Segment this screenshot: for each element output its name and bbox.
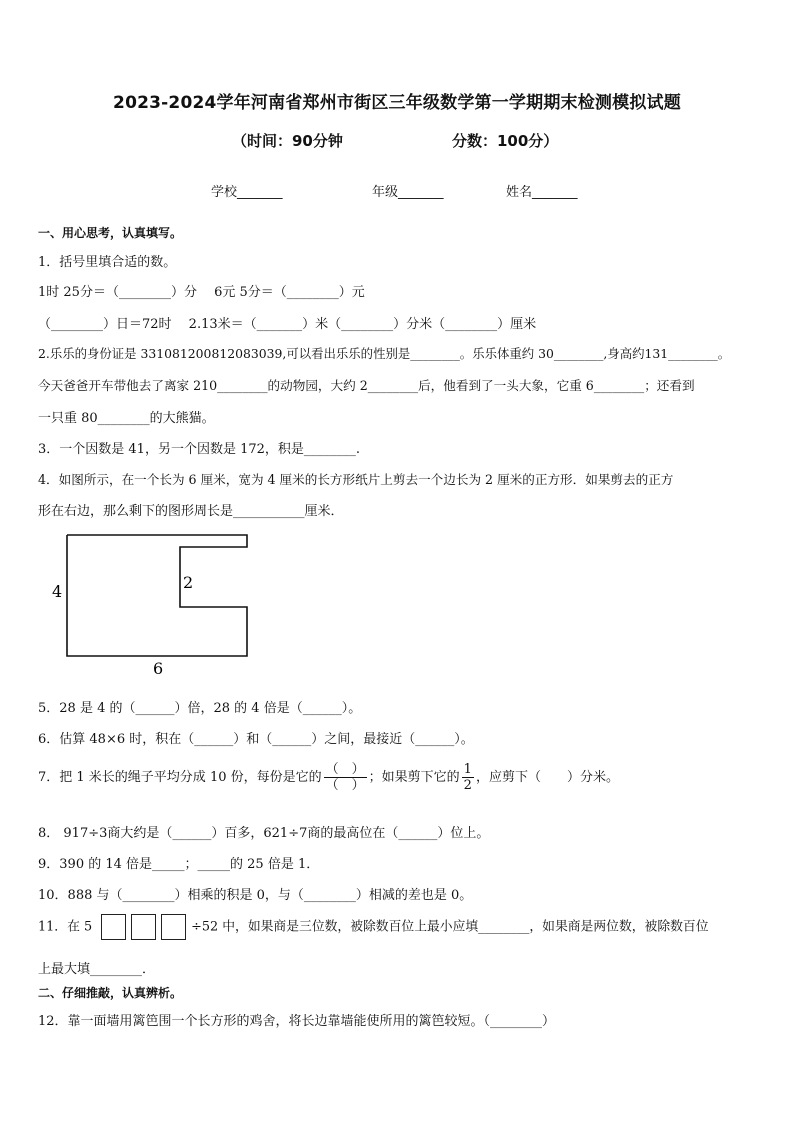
- school-field: 学校_______: [211, 185, 283, 200]
- exam-title: 2023-2024学年河南省郑州市街区三年级数学第一学期期末检测模拟试题: [113, 93, 681, 113]
- section-1-heading: 一、用心思考，认真填写。: [38, 226, 183, 240]
- question-1-line-2: （________）日＝72时 2.13米＝（_______）米（________）分米（________）厘米: [38, 317, 537, 332]
- question-5: 5．28 是 4 的（______）倍，28 的 4 倍是（______）。: [38, 701, 362, 716]
- question-4-line-2: 形在右边，那么剩下的图形周长是___________厘米．: [38, 504, 344, 519]
- question-3: 3．一个因数是 41，另一个因数是 172，积是________.: [38, 442, 361, 457]
- fraction-blank: $\frac{( )}{( )}$: [325, 762, 365, 793]
- question-7-part-3: ，应剪下（ ）分米。: [475, 770, 619, 785]
- figure-label-inner: 2: [183, 573, 194, 592]
- figure-label-bottom: 6: [153, 659, 164, 678]
- question-4-line-1: 4．如图所示，在一个长为 6 厘米，宽为 4 厘米的长方形纸片上剪去一个边长为 2 厘米的正方形．如果剪去的正方: [38, 472, 674, 487]
- question-7-part-1: 7．把 1 米长的绳子平均分成 10 份，每份是它的: [38, 770, 322, 785]
- question-12: 12．靠一面墙用篱笆围一个长方形的鸡舍，将长边靠墙能使所用的篱笆较短。（________）: [38, 1014, 556, 1029]
- exam-time: （时间：90分钟: [232, 132, 343, 150]
- question-10: 10．888 与（________）相乘的积是 0，与（________）相减的差也是 0。: [38, 888, 473, 903]
- fraction-one-half: $\frac{1}{2}$: [463, 762, 472, 793]
- digit-box: [131, 914, 156, 940]
- question-2-line-2: 今天爸爸开车带他去了离家 210________的动物园，大约 2________后，他看到了一头大象，它重 6________；还看到: [38, 378, 695, 393]
- figure-label-left: 4: [52, 582, 63, 601]
- question-2-line-3: 一只重 80________的大熊猫。: [38, 411, 215, 426]
- question-7-part-2: ；如果剪下它的: [368, 770, 460, 785]
- question-11-line-1: [38, 914, 709, 940]
- question-11-prefix: 11．在 5: [38, 919, 93, 935]
- question-11-suffix: ÷52 中，如果商是三位数，被除数百位上最小应填________，如果商是两位数，被除数百位: [191, 919, 709, 935]
- grade-field: 年级_______: [372, 185, 444, 200]
- question-2-line-1: 2.乐乐的身份证是 331081200812083039,可以看出乐乐的性别是________。乐乐体重约 30________,身高约131________。: [38, 346, 731, 361]
- name-field: 姓名_______: [506, 185, 578, 200]
- exam-score: 分数：100分）: [452, 132, 559, 150]
- section-2-heading: 二、仔细推敲，认真辨析。: [38, 986, 183, 1000]
- question-1-stem: 1．括号里填合适的数。: [38, 255, 177, 270]
- question-11-line-2: 上最大填________．: [38, 962, 156, 977]
- cut-rectangle-outline: [67, 535, 247, 656]
- question-4-figure: [40, 525, 270, 680]
- question-6: 6．估算 48×6 时，积在（______）和（______）之间，最接近（______）。: [38, 732, 474, 747]
- question-7: [38, 762, 619, 793]
- digit-box: [101, 914, 126, 940]
- question-9: 9．390 的 14 倍是_____；_____的 25 倍是 1．: [38, 857, 320, 872]
- question-1-line-1: 1时 25分＝（________）分 6元 5分＝（________）元: [38, 285, 365, 300]
- digit-box: [161, 914, 186, 940]
- question-8: 8． 917÷3商大约是（______）百多，621÷7商的最高位在（______）位上。: [38, 826, 490, 841]
